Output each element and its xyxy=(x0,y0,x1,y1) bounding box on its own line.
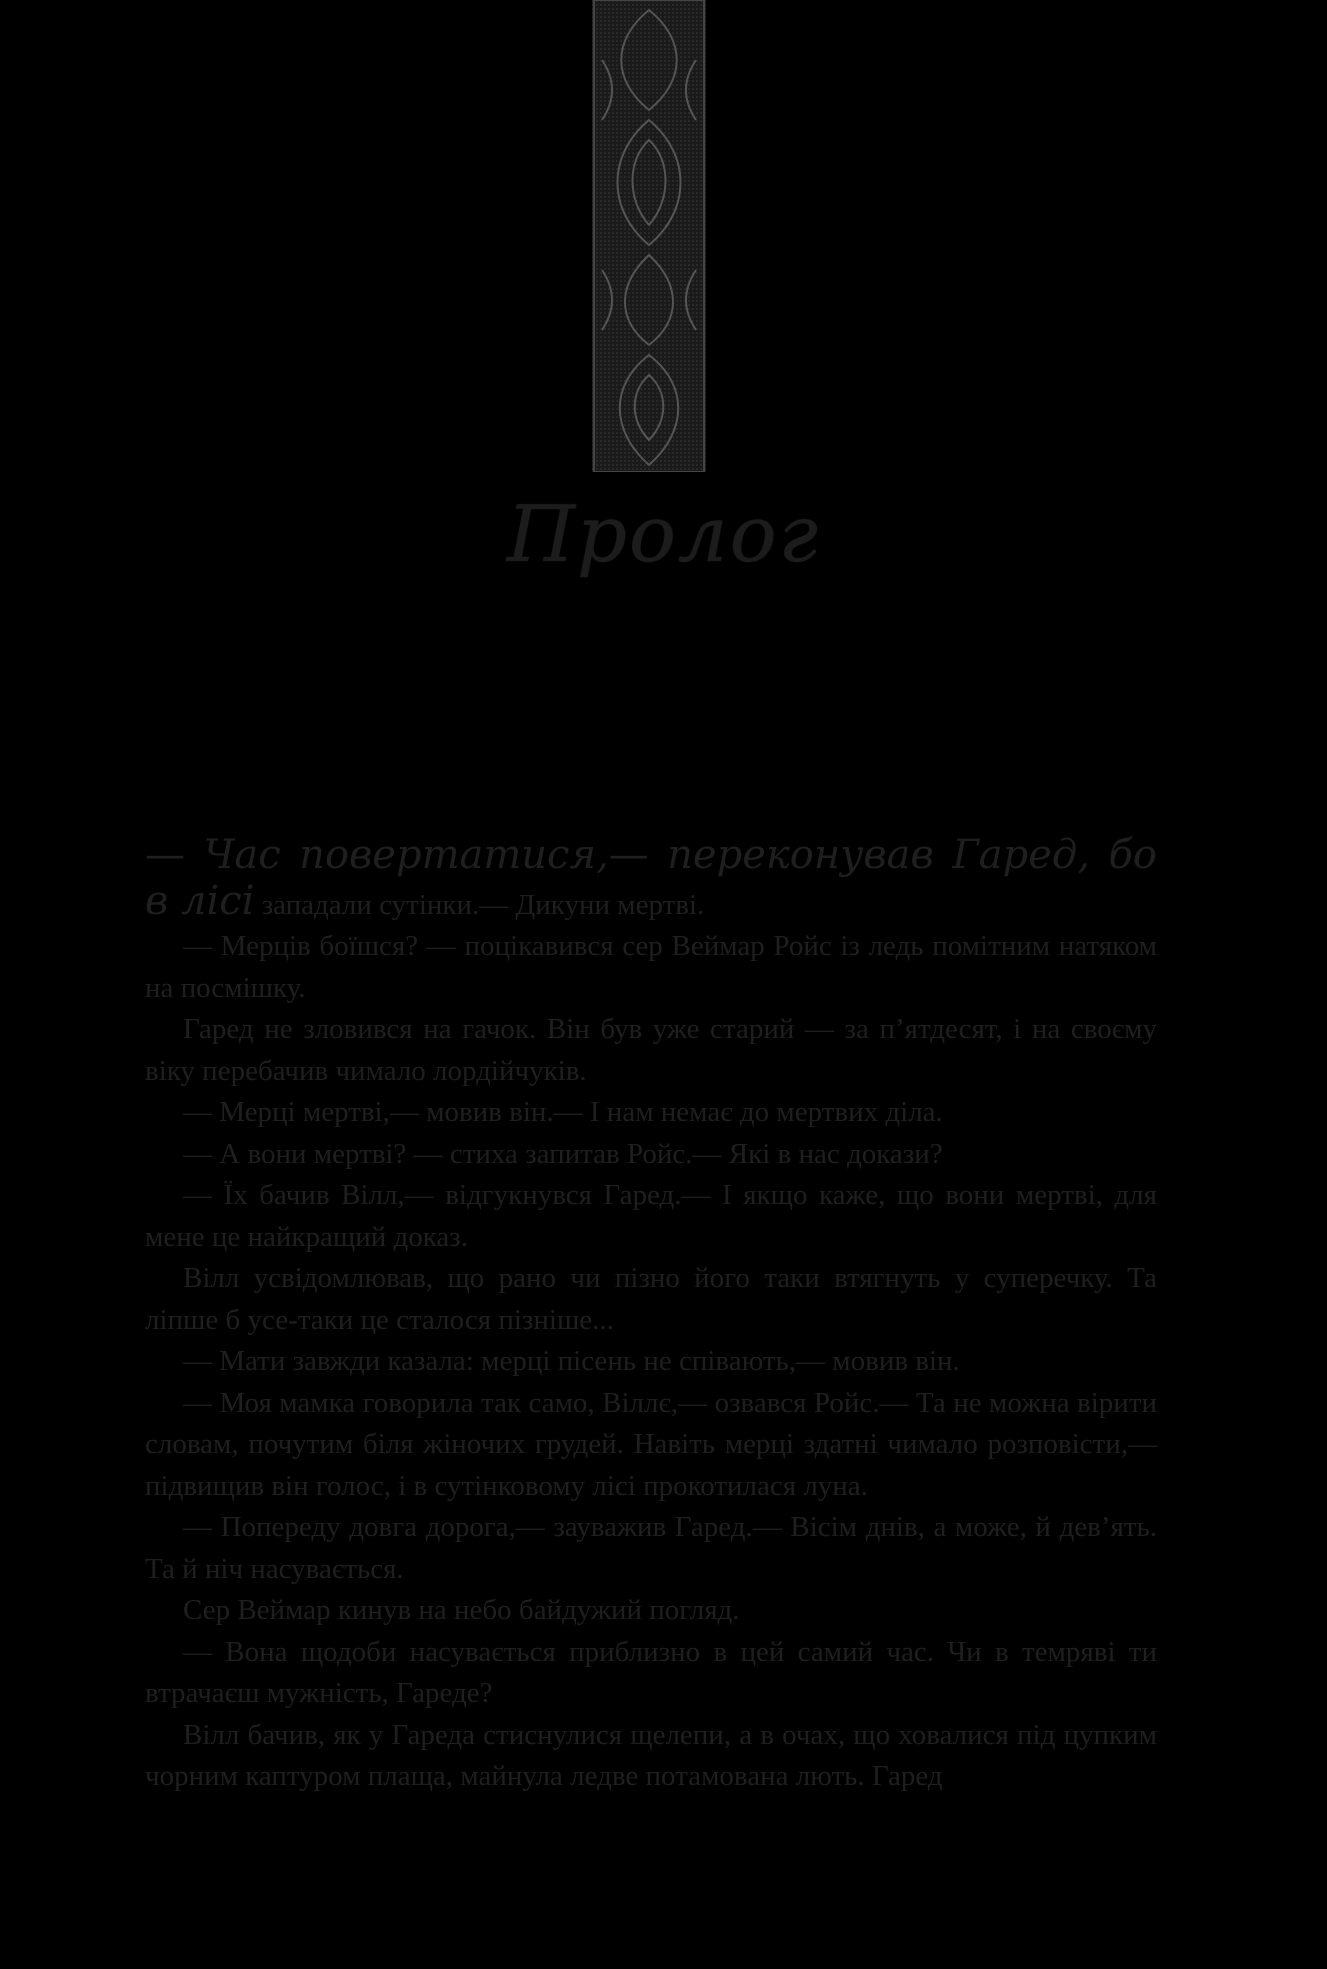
paragraph-text: западали сутінки.— Дикуни мертві. xyxy=(254,888,705,921)
paragraph: — А вони мертві? — стиха запитав Ройс.— Які в нас докази? xyxy=(183,1137,943,1170)
paragraph: Сер Веймар кинув на небо байдужий погляд. xyxy=(183,1594,740,1626)
paragraph: — Моя мамка говорила так само, Віллє,— озвався Ройс.— Та не можна вірити словам, почутим біля жіночих грудей. Навіть мерці здатні чимало розповісти,— підвищив він голос, і в сутінковому лісі прокотилася луна. xyxy=(145,1386,1157,1502)
paragraph: — Вона щодоби насувається приблизно в цей самий час. Чи в темряві ти втрачаєш мужність, Гареде? xyxy=(145,1635,1157,1709)
arabesque-ornament-icon xyxy=(592,0,706,472)
paragraph: Вілл усвідомлював, що рано чи пізно його таки втягнуть у суперечку. Та ліпше б усе-таки це сталося пізніше... xyxy=(145,1262,1157,1336)
paragraph: — Їх бачив Вілл,— відгукнувся Гаред.— І якщо каже, що вони мертві, для мене це найкращий доказ. xyxy=(145,1179,1157,1253)
chapter-title: Пролог xyxy=(507,490,820,580)
paragraph: — Мерці мертві,— мовив він.— І нам немає до мертвих діла. xyxy=(183,1096,943,1128)
paragraph xyxy=(145,832,1157,926)
paragraph: — Мати завжди казала: мерці пісень не співають,— мовив він. xyxy=(183,1345,960,1377)
paragraph: Гаред не зловився на гачок. Він був уже старий — за п’ятдесят, і на своєму віку перебачив чимало лордійчуків. xyxy=(145,1013,1157,1087)
paragraph: Вілл бачив, як у Гареда стиснулися щелепи, а в очах, що ховалися під цупким чорним каптуром плаща, майнула ледве потамована лють. Гаред xyxy=(145,1718,1157,1792)
paragraph-lead: — Час повертатися,— переконував Гаред, бо в лісі xyxy=(145,832,1157,924)
ornament-band xyxy=(592,0,706,472)
chapter-body xyxy=(145,832,1157,1798)
paragraph: — Попереду довга дорога,— зауважив Гаред.— Вісім днів, а може, й дев’ять. Та й ніч насувається. xyxy=(145,1511,1157,1585)
paragraph: — Мерців боїшся? — поцікавився сер Веймар Ройс із ледь помітним натяком на посмішку. xyxy=(145,930,1157,1004)
